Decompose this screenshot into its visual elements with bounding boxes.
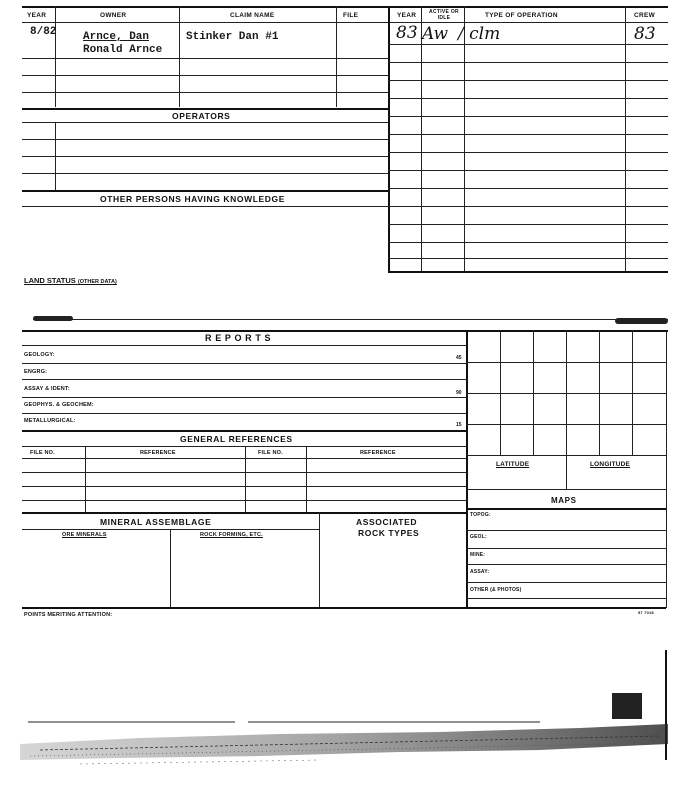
map-row-line [466, 530, 666, 531]
right-row-line [388, 206, 668, 207]
map-row-label: TOPOG: [470, 512, 491, 518]
header-owner: OWNER [100, 12, 127, 19]
map-row-label: GEOL: [470, 534, 487, 540]
gr-col-divider [245, 446, 246, 512]
grid-right-border [666, 330, 667, 608]
operators-row-line [22, 156, 388, 157]
right-row-line [388, 224, 668, 225]
owner-row-line [22, 92, 388, 93]
general-references-underline [22, 446, 466, 447]
right-row-line [388, 62, 668, 63]
report-row-line [22, 397, 466, 398]
reports-underline [22, 345, 466, 346]
map-row-line [466, 582, 666, 583]
reports-title: R E P O R T S [205, 333, 272, 343]
handwritten-operation: / clm [458, 24, 501, 44]
reports-right-divider [466, 330, 468, 608]
entry-owner-1: Arnce, Dan [83, 31, 150, 43]
header-underline [22, 22, 668, 23]
col-divider-active [464, 6, 465, 271]
mineral-assoc-divider [319, 512, 320, 608]
scan-noise-band [20, 716, 670, 776]
report-number: 90 [456, 390, 462, 396]
map-row-label: MINE: [470, 552, 486, 558]
gr-row-line [22, 500, 466, 501]
entry-claim-name: Stinker Dan #1 [186, 31, 279, 43]
form-number: 57 7018 [638, 610, 654, 615]
right-row-line [388, 258, 668, 259]
col-divider-type [625, 6, 626, 271]
reports-top-border [22, 330, 668, 332]
gr-col-file1: FILE NO. [30, 450, 55, 456]
entry-year: 8/82 [30, 26, 57, 38]
operators-underline [22, 122, 388, 123]
handwritten-year: 83 [396, 23, 418, 43]
longitude-label: LONGITUDE [590, 461, 631, 468]
report-label: GEOLOGY: [24, 352, 55, 358]
grid-row [466, 424, 666, 425]
maps-title: MAPS [551, 496, 577, 505]
right-row-line [388, 116, 668, 117]
scan-smudge [615, 318, 668, 324]
gr-row-line [22, 472, 466, 473]
header-type-of-operation: TYPE OF OPERATION [485, 12, 558, 19]
report-row-line [22, 363, 466, 364]
map-row-label: OTHER (& PHOTOS) [470, 587, 522, 593]
right-block-divider [388, 6, 390, 271]
right-row-line [388, 134, 668, 135]
report-number: 15 [456, 422, 462, 428]
right-row-line [388, 80, 668, 81]
report-label: METALLURGICAL: [24, 418, 76, 424]
grid-row [466, 393, 666, 394]
map-row-line [466, 548, 666, 549]
handwritten-active: Aw [422, 24, 449, 44]
entry-owner-2: Ronald Arnce [83, 44, 163, 56]
owner-section-end [22, 108, 388, 110]
latitude-label: LATITUDE [496, 461, 530, 468]
land-status-subtitle: (OTHER DATA) [77, 279, 117, 285]
operators-row-line [22, 139, 388, 140]
lower-section-end [22, 607, 666, 609]
grid-row [466, 362, 666, 363]
gr-col-divider [85, 446, 86, 512]
report-number: 45 [456, 355, 462, 361]
map-row-line [466, 564, 666, 565]
gr-col-divider [306, 446, 307, 512]
points-meriting-attention: POINTS MERITING ATTENTION: [24, 612, 113, 618]
lat-long-divider [566, 455, 567, 489]
operators-section-end [22, 190, 388, 192]
mineral-col-divider [170, 529, 171, 608]
gr-col-ref1: REFERENCE [140, 450, 176, 456]
operators-row-line [22, 173, 388, 174]
right-row-line [388, 170, 668, 171]
top-border [22, 6, 668, 8]
gr-header-line [22, 458, 466, 459]
associated-label: ASSOCIATED [356, 517, 418, 527]
header-active-idle: ACTIVE OR IDLE [429, 9, 459, 21]
maps-underline [466, 508, 666, 510]
handwritten-crew: 83 [634, 24, 656, 44]
map-row-line [466, 598, 666, 599]
reports-section-end [22, 430, 466, 432]
header-claim-name: CLAIM NAME [230, 12, 275, 19]
gr-col-file2: FILE NO. [258, 450, 283, 456]
general-references-title: GENERAL REFERENCES [180, 434, 293, 444]
land-status-label [24, 276, 117, 285]
report-label: GEOPHYS. & GEOCHEM: [24, 402, 94, 408]
lat-long-bottom [466, 489, 666, 490]
right-row-line [388, 242, 668, 243]
right-row-line [388, 152, 668, 153]
report-row-line [22, 379, 466, 380]
header-year: YEAR [27, 12, 47, 19]
mineral-assemblage-title: MINERAL ASSEMBLAGE [100, 517, 212, 527]
owner-row-line [22, 75, 388, 76]
gr-row-line [22, 486, 466, 487]
operators-title: OPERATORS [172, 111, 231, 121]
owner-row-line [22, 58, 388, 59]
report-label: ENGRG: [24, 369, 48, 375]
right-row-line [388, 188, 668, 189]
map-row-label: ASSAY: [470, 569, 490, 575]
header-year-right: YEAR [397, 12, 417, 19]
col-divider-year2 [421, 6, 422, 271]
gr-col-ref2: REFERENCE [360, 450, 396, 456]
other-persons-title: OTHER PERSONS HAVING KNOWLEDGE [100, 194, 286, 204]
right-row-line [388, 98, 668, 99]
other-persons-underline [22, 206, 388, 207]
report-label: ASSAY & IDENT: [24, 386, 70, 392]
right-row-line [388, 44, 668, 45]
header-file: FILE [343, 12, 359, 19]
land-status-title: LAND STATUS [24, 276, 76, 285]
right-block-bottom [388, 271, 668, 273]
rock-types-label: ROCK TYPES [358, 528, 420, 538]
rock-forming-label: ROCK FORMING, ETC. [200, 532, 263, 538]
header-crew: CREW [634, 12, 656, 19]
gr-section-end [22, 512, 466, 514]
ore-minerals-label: ORE MINERALS [62, 532, 107, 538]
report-row-line [22, 413, 466, 414]
mid-separator [33, 319, 668, 320]
